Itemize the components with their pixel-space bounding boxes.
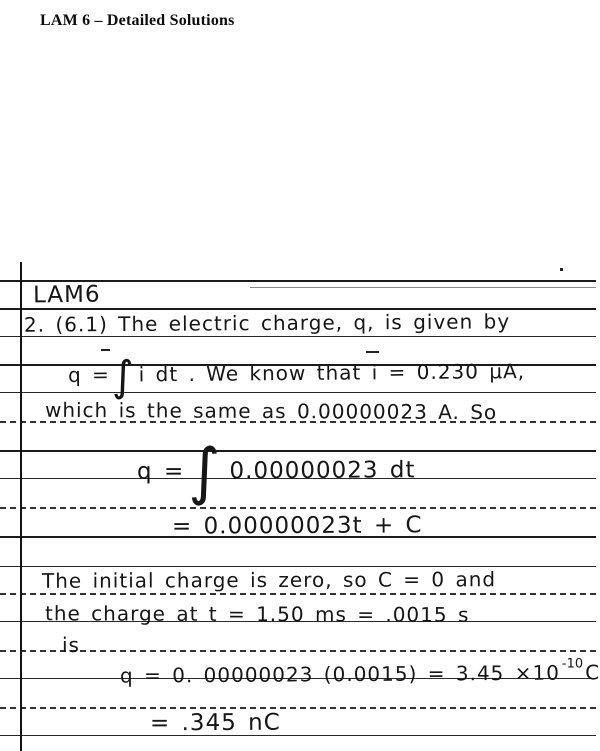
handwritten-paragraph-3: is [62,633,80,657]
integral-sign: ∫ [187,434,222,508]
handwritten-equation-2 [136,434,416,508]
ruled-line [0,650,596,652]
equation-1-rhs: i dt . We know that i = 0.230 μA, [138,359,526,387]
ruled-line [0,392,596,393]
handwritten-paragraph-1: The initial charge is zero, so C = 0 and [41,567,497,593]
handwritten-equation-1 [67,351,526,401]
equation-4-main: q = 0. 00000023 (0.0015) = 3.45 ×10 [119,660,560,688]
coulomb-unit: C [585,660,600,685]
handwritten-equation-4 [119,656,600,688]
equation-2-lhs: q = [136,458,185,485]
scan-speck [101,349,110,351]
ruled-line [0,450,596,452]
handwritten-heading: LAM6 [32,281,101,309]
handwritten-equation-5: = .345 nC [149,709,281,737]
handwritten-equation-3: = 0.00000023t + C [171,512,423,540]
handwritten-conversion-line: which is the same as 0.00000023 A. So [44,397,498,425]
document-title: LAM 6 – Detailed Solutions [40,12,235,29]
margin-line [20,262,22,751]
integral-sign: ∫ [111,351,135,401]
handwritten-paragraph-2: the charge at t = 1.50 ms = .0015 s [44,601,470,627]
ruled-line [0,707,596,709]
ruled-line [0,735,596,736]
scan-speck [366,351,379,353]
equation-2-rhs: 0.00000023 dt [229,457,416,485]
ruled-line [0,507,596,509]
handwritten-problem-statement: 2. (6.1) The electric charge, q, is given by [23,309,511,337]
scan-speck [560,268,563,271]
exponent: -10 [561,656,584,672]
ruled-line [0,593,596,595]
ruled-line [250,287,596,288]
equation-1-lhs: q = [67,362,110,387]
ruled-line [0,566,596,567]
